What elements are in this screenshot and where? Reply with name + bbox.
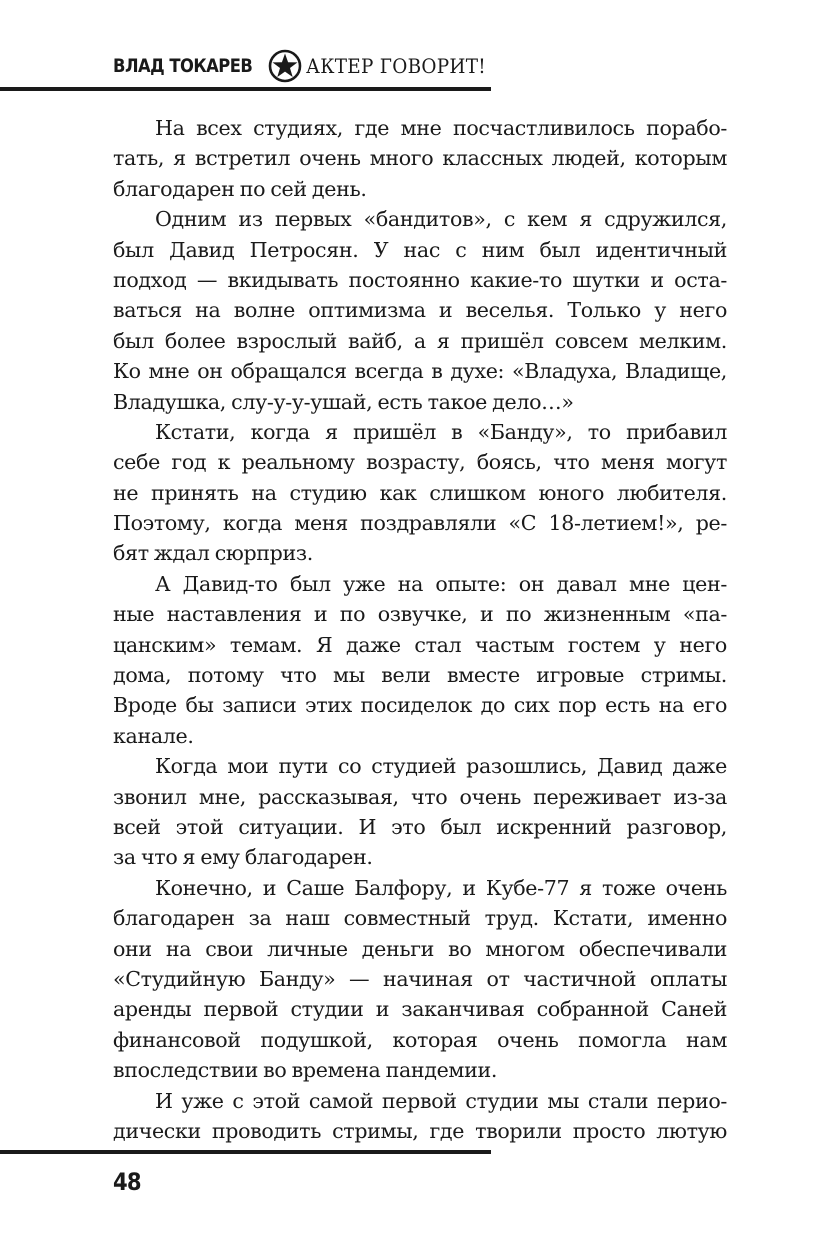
text-line: И уже с этой самой первой студии мы стали перио-: [155, 1088, 727, 1113]
text-line: подход — вкидывать постоянно какие-то шутки и оста-: [113, 267, 727, 292]
book-title: АКТЕР ГОВОРИТ!: [306, 54, 486, 78]
text-line: Поэтому, когда меня поздравляли «С 18-летием!», ре-: [113, 511, 727, 536]
text-line: аренды первой студии и заканчивая собранной Саней: [113, 997, 727, 1022]
text-line: всей этой ситуации. И это был искренний разговор,: [113, 814, 727, 839]
text-line: «Студийную Банду» — начиная от частичной оплаты: [113, 966, 727, 991]
page-number: 48: [113, 1168, 141, 1196]
text-line: ные наставления и по озвучке, и по жизненным «па-: [113, 602, 727, 627]
text-line: не принять на студию как слишком юного любителя.: [113, 480, 727, 505]
text-line: А Давид-то был уже на опыте: он давал мне цен-: [155, 571, 727, 596]
footer-rule: [0, 1150, 491, 1154]
text-line: себе год к реальному возрасту, боясь, что меня могут: [113, 450, 727, 475]
text-line: был Давид Петросян. У нас с ним был идентичный: [113, 237, 727, 262]
running-header: [113, 46, 502, 86]
star-in-circle-icon: [268, 49, 302, 83]
text-line: Владушка, слу-у-у-ушай, есть такое дело…»: [113, 389, 574, 414]
text-line: финансовой подушкой, которая очень помогла нам: [113, 1027, 727, 1052]
text-line: Конечно, и Саше Балфору, и Кубе-77 я тоже очень: [155, 875, 727, 900]
text-line: за что я ему благодарен.: [113, 845, 373, 870]
text-line: благодарен по сей день.: [113, 176, 367, 201]
text-line: дома, потому что мы вели вместе игровые стримы.: [113, 663, 727, 688]
text-line: бят ждал сюрприз.: [113, 541, 313, 566]
page-body: [113, 113, 727, 1146]
text-line: цанским» темам. Я даже стал частым гостем у него: [113, 632, 727, 657]
text-line: был более взрослый вайб, а я пришёл совсем мелким.: [113, 328, 727, 353]
author-name: ВЛАД ТОКАРЕВ: [113, 55, 253, 77]
text-line: Вроде бы записи этих посиделок до сих пор есть на его: [113, 693, 727, 718]
text-line: звонил мне, рассказывая, что очень переживает из-за: [113, 784, 727, 809]
text-line: тать, я встретил очень много классных людей, которым: [113, 146, 727, 171]
header-rule: [0, 87, 491, 91]
text-line: Когда мои пути со студией разошлись, Давид даже: [155, 754, 727, 779]
text-line: ваться на волне оптимизма и веселья. Только у него: [113, 298, 727, 323]
text-line: На всех студиях, где мне посчастливилось порабо-: [155, 116, 727, 140]
text-line: Кстати, когда я пришёл в «Банду», то прибавил: [155, 419, 727, 444]
text-line: Одним из первых «бандитов», с кем я сдружился,: [155, 207, 727, 232]
text-line: Ко мне он обращался всегда в духе: «Владуха, Владище,: [113, 359, 727, 384]
text-line: впоследствии во времена пандемии.: [113, 1058, 498, 1083]
text-line: они на свои личные деньги во многом обеспечивали: [113, 936, 727, 961]
text-line: канале.: [113, 723, 194, 748]
text-line: дически проводить стримы, где творили просто лютую: [113, 1118, 727, 1143]
text-line: благодарен за наш совместный труд. Кстати, именно: [113, 906, 727, 931]
